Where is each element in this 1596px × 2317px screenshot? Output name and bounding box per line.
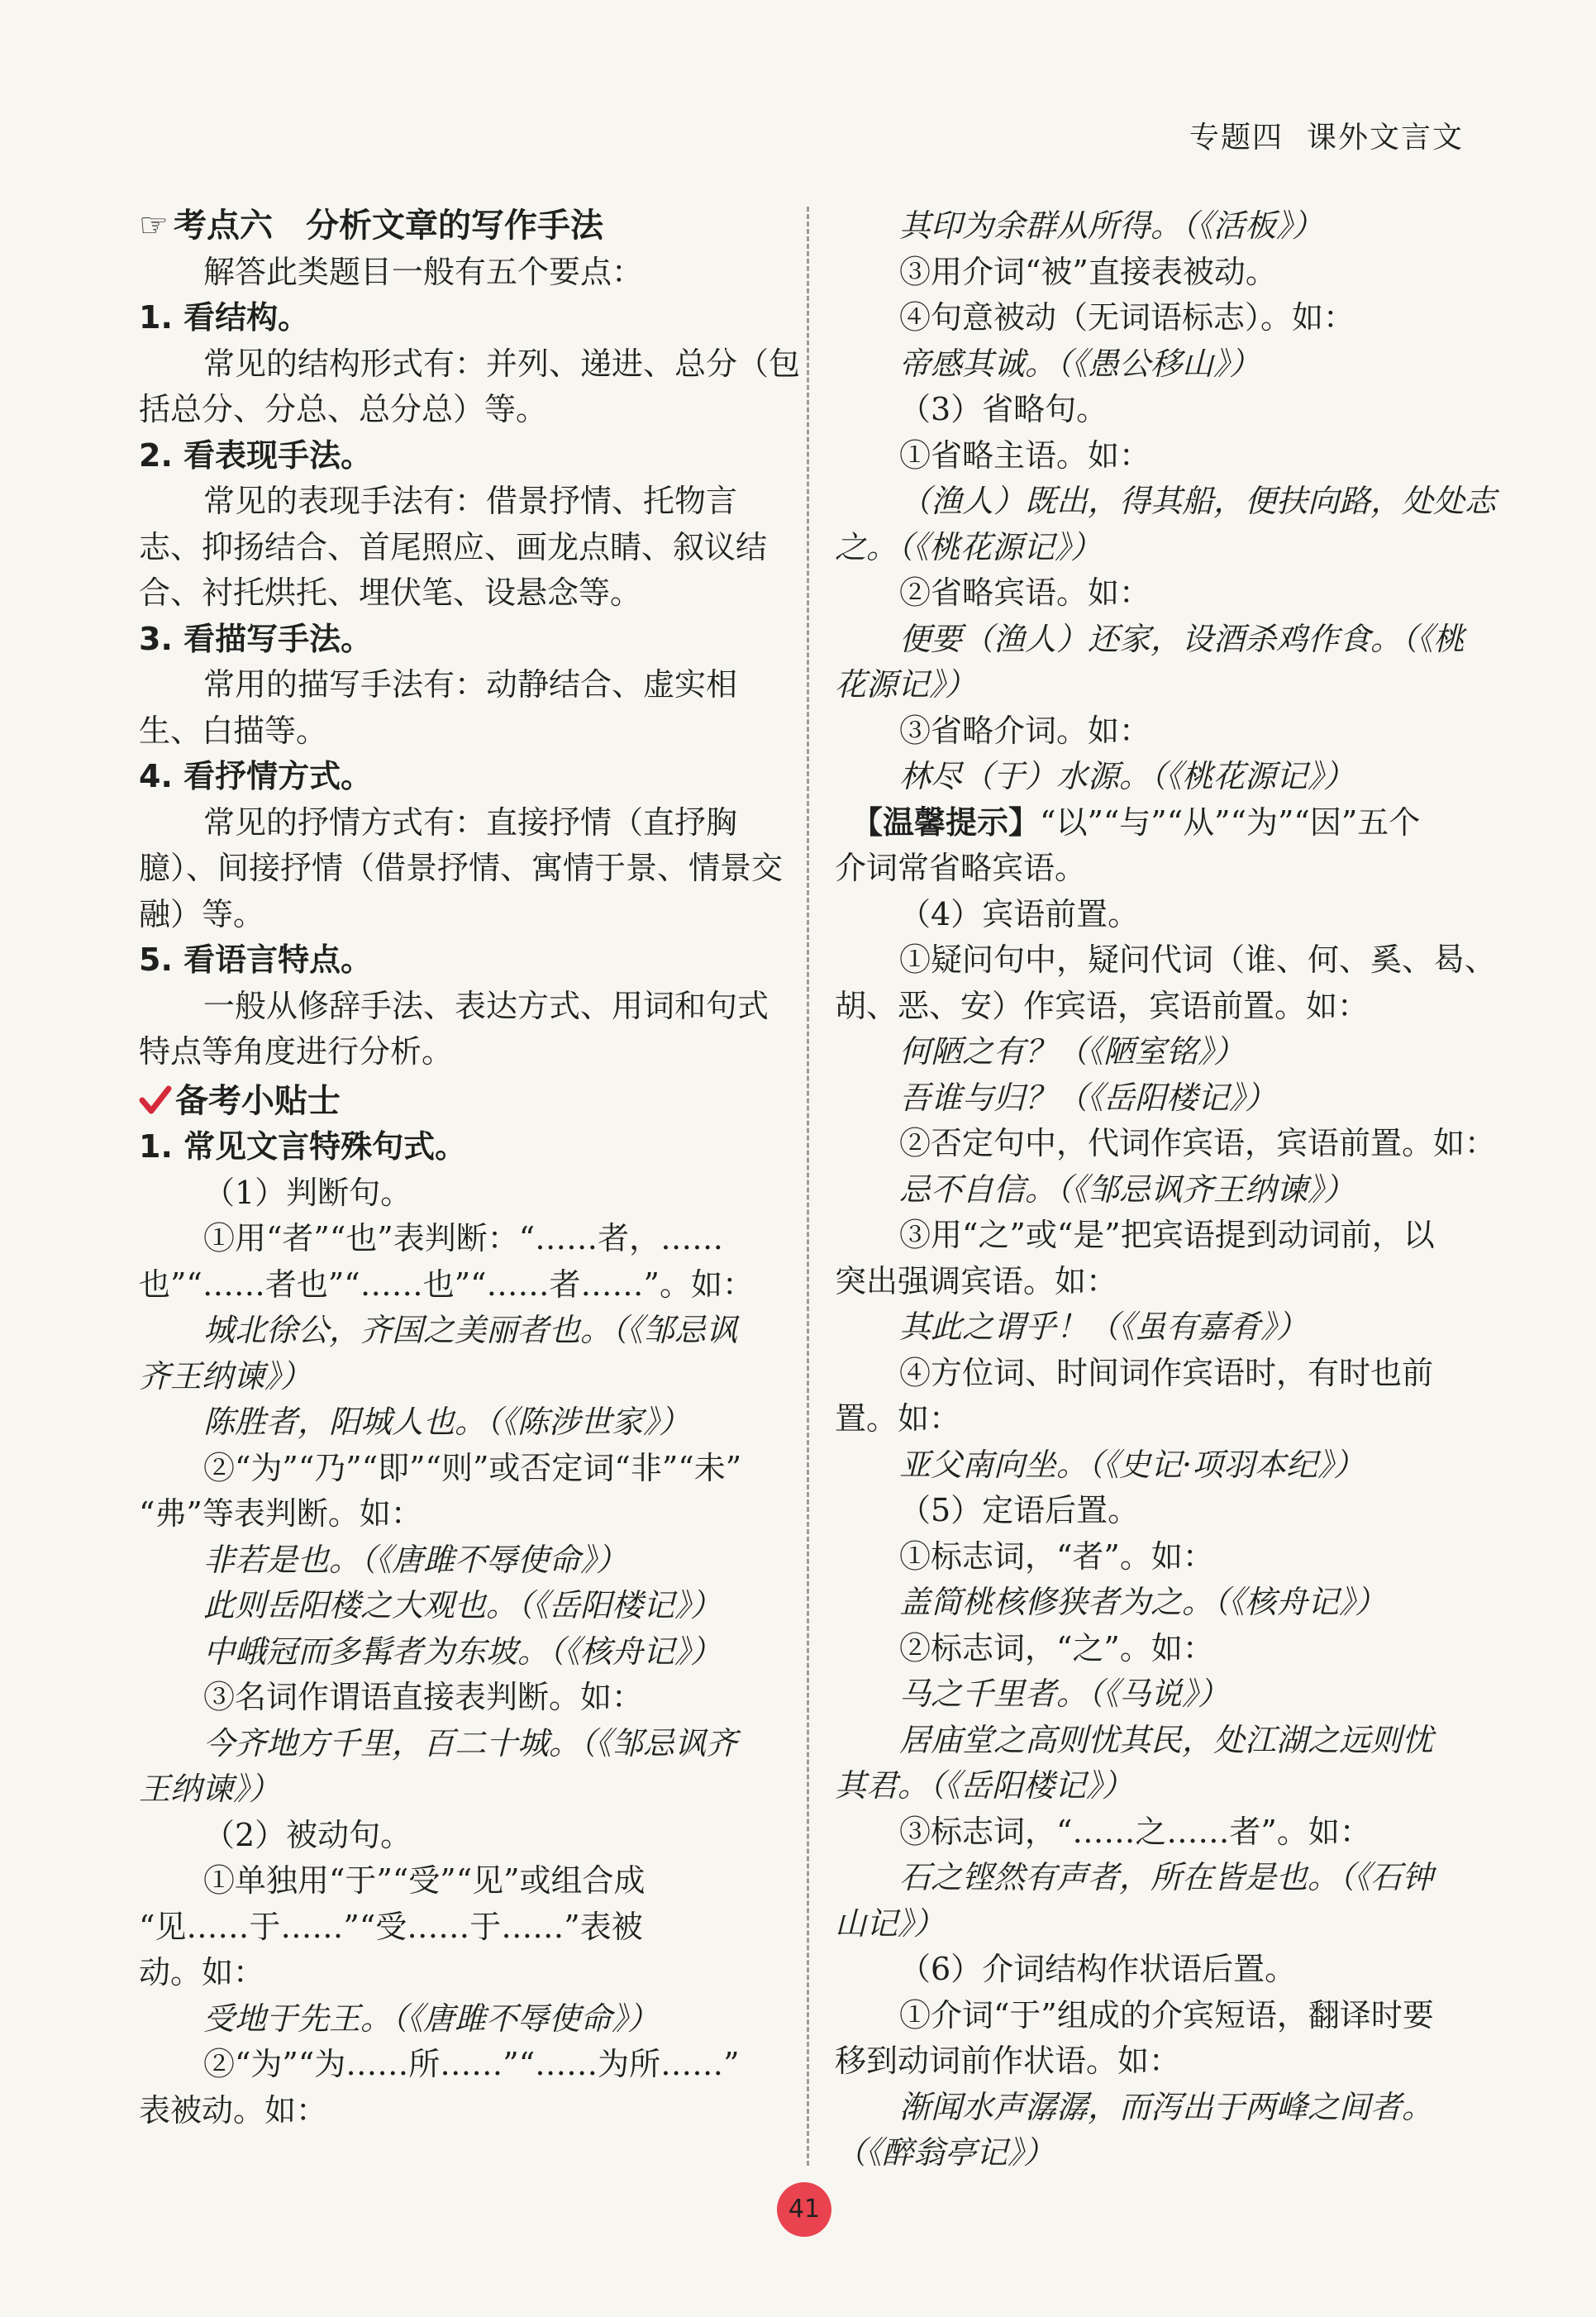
text-line <box>139 1905 775 1951</box>
line-text: 居庙堂之高则忧其民，处江湖之远则忧 <box>899 1721 1434 1758</box>
text-line <box>835 387 1471 433</box>
line-text: 渐闻水声潺潺，而泻出于两峰之间者。 <box>899 2088 1434 2125</box>
line-text: 常见的抒情方式有：直接抒情（直抒胸 <box>203 803 738 841</box>
line-text: 合、衬托烘托、埋伏笔、设悬念等。 <box>139 574 642 611</box>
text-line <box>139 937 775 984</box>
text-line <box>835 1626 1471 1672</box>
line-text: 中峨冠而多髯者为东坡。（《核舟记》） <box>203 1633 722 1670</box>
section-heading <box>139 203 775 250</box>
text-line <box>835 800 1471 846</box>
line-text: 2. 看表现手法。 <box>139 436 373 474</box>
line-text: ②“为”“为……所……”“……为所……” <box>203 2046 740 2082</box>
line-text: ②省略宾语。如： <box>899 574 1151 611</box>
text-line <box>139 2042 775 2088</box>
line-text: 非若是也。（《唐雎不辱使命》） <box>203 1541 628 1578</box>
line-text: 此则岳阳楼之大观也。（《岳阳楼记》） <box>203 1587 722 1623</box>
text-line <box>139 1491 775 1538</box>
text-line <box>139 1446 775 1492</box>
line-text: ①疑问句中，疑问代词（谁、何、奚、曷、 <box>899 942 1497 978</box>
text-line <box>139 387 775 433</box>
line-text: ③用“之”或“是”把宾语提到动词前，以 <box>899 1217 1435 1253</box>
text-line <box>139 1216 775 1262</box>
text-line <box>835 570 1471 617</box>
line-text: 吾谁与归？（《岳阳楼记》） <box>899 1079 1277 1116</box>
text-line <box>139 1124 775 1170</box>
line-text: ①用“者”“也”表判断：“……者，…… <box>203 1220 724 1256</box>
running-header <box>1189 114 1464 156</box>
text-line <box>139 1583 775 1629</box>
line-text: 亚父南向坐。（《史记·项羽本纪》） <box>899 1446 1365 1483</box>
text-line <box>835 1351 1471 1397</box>
text-line <box>139 754 775 800</box>
line-text: 移到动词前作状语。如： <box>835 2043 1181 2079</box>
text-line <box>835 1855 1471 1901</box>
left-body-2 <box>139 1124 775 2133</box>
line-text: 城北徐公，齐国之美丽者也。（《邹忌讽 <box>203 1312 738 1348</box>
line-text: 臆）、间接抒情（借景抒情、寓情于景、情景交 <box>139 850 784 886</box>
line-text: ④句意被动（无词语标志）。如： <box>899 299 1355 336</box>
text-line <box>139 662 775 708</box>
check-mark-icon <box>139 1084 172 1117</box>
text-line <box>139 1996 775 2043</box>
text-line <box>835 1947 1471 1993</box>
text-line <box>835 1442 1471 1489</box>
text-line <box>835 203 1471 250</box>
text-line <box>835 1304 1471 1351</box>
text-line <box>139 1813 775 1859</box>
tips-title: 备考小贴士 <box>175 1081 341 1120</box>
text-line <box>835 479 1497 525</box>
text-line <box>835 1396 1471 1442</box>
line-text: ④方位词、时间词作宾语时，有时也前 <box>899 1354 1434 1391</box>
line-text: （3）省略句。 <box>899 391 1108 427</box>
line-text: 动。如： <box>139 1954 265 1990</box>
line-text: 特点等角度进行分析。 <box>139 1033 454 1070</box>
line-text: ①介词“于”组成的介宾短语，翻译时要 <box>899 1996 1434 2033</box>
text-line <box>139 525 775 571</box>
text-line <box>139 846 784 892</box>
text-line <box>835 433 1471 479</box>
text-line <box>835 1718 1471 1764</box>
line-text: 陈胜者，阳城人也。（《陈涉世家》） <box>203 1404 691 1440</box>
text-line <box>139 250 775 296</box>
line-text: 何陋之有？（《陋室铭》） <box>899 1033 1246 1070</box>
pointing-hand-icon: ☞ <box>139 207 169 245</box>
line-text: ②“为”“乃”“即”“则”或否定词“非”“未” <box>203 1449 742 1486</box>
line-text: 齐王纳谏》） <box>139 1357 312 1394</box>
text-line <box>139 708 775 755</box>
column-divider <box>807 207 809 2166</box>
line-text: 志、抑扬结合、首尾照应、画龙点睛、叙议结 <box>139 528 768 565</box>
text-line <box>139 1354 775 1400</box>
line-text: 胡、恶、安）作宾语，宾语前置。如： <box>835 987 1370 1024</box>
text-line <box>835 1763 1471 1809</box>
line-text: 5. 看语言特点。 <box>139 942 373 978</box>
line-text: 1. 常见文言特殊句式。 <box>139 1128 467 1165</box>
line-text: 盖简桃核修狭者为之。（《核舟记》） <box>899 1584 1387 1620</box>
right-body <box>835 203 1497 2176</box>
header-topic: 专题四 <box>1189 121 1284 155</box>
line-text: 马之千里者。（《马说》） <box>899 1676 1230 1712</box>
text-line <box>139 1766 775 1813</box>
text-line <box>139 892 775 938</box>
text-line <box>139 1629 775 1676</box>
right-column <box>835 203 1497 2176</box>
text-line <box>139 295 775 341</box>
text-line <box>835 1901 1471 1948</box>
text-line <box>139 1538 775 1584</box>
text-line <box>835 1075 1471 1122</box>
text-line <box>835 1213 1471 1259</box>
line-text: 受地于先王。（《唐雎不辱使命》） <box>203 2000 660 2037</box>
text-line <box>835 341 1471 388</box>
line-text: （渔人）既出，得其船，便扶向路，处处志 <box>899 483 1497 519</box>
text-line <box>139 1675 775 1721</box>
text-line <box>139 433 775 479</box>
line-text: 林尽（于）水源。（《桃花源记》） <box>899 758 1355 794</box>
line-text: （1）判断句。 <box>203 1174 412 1211</box>
line-text: 突出强调宾语。如： <box>835 1262 1118 1299</box>
line-text: ③名词作谓语直接表判断。如： <box>203 1679 644 1715</box>
line-text: 其印为余群从所得。（《活板》） <box>899 207 1324 244</box>
line-text: 其君。（《岳阳楼记》） <box>835 1767 1134 1804</box>
page-number: 41 <box>777 2182 831 2237</box>
line-text: ②标志词，“之”。如： <box>899 1629 1214 1666</box>
line-text: 表被动。如： <box>139 2091 328 2129</box>
text-line <box>835 617 1471 663</box>
text-line <box>835 295 1471 341</box>
line-text: 其此之谓乎！（《虽有嘉肴》） <box>899 1309 1308 1345</box>
line-text: 之。（《桃花源记》） <box>835 528 1103 565</box>
line-text: 花源记》） <box>835 666 977 703</box>
line-text: 石之铿然有声者，所在皆是也。（《石钟 <box>899 1859 1434 1895</box>
text-line <box>835 846 1471 892</box>
text-line <box>835 1534 1471 1580</box>
line-text: 也”“……者也”“……也”“……者……”。如： <box>139 1266 754 1303</box>
line-text: 3. 看描写手法。 <box>139 620 373 657</box>
text-line <box>835 754 1471 800</box>
line-text: ③标志词，“……之……者”。如： <box>899 1813 1371 1850</box>
line-text: “以”“与”“从”“为”“因”五个 <box>1040 803 1421 841</box>
text-line <box>835 984 1471 1030</box>
line-text: 常见的结构形式有：并列、递进、总分（包 <box>203 345 801 382</box>
text-line <box>835 1029 1471 1075</box>
text-line <box>139 1950 775 1996</box>
line-text: （6）介词结构作状语后置。 <box>899 1951 1297 1987</box>
section-title: 考点六 分析文章的写作手法 <box>174 207 603 245</box>
text-line <box>835 1121 1497 1167</box>
text-line <box>835 937 1497 984</box>
text-line <box>835 1259 1471 1305</box>
left-column <box>139 203 801 2133</box>
line-text: （《醉翁亭记》） <box>835 2134 1055 2171</box>
line-text: 括总分、分总、总分总）等。 <box>139 391 548 427</box>
line-text: 常见的表现手法有：借景抒情、托物言 <box>203 483 738 519</box>
line-text: （4）宾语前置。 <box>899 895 1140 932</box>
line-text: 山记》） <box>835 1905 946 1942</box>
text-line <box>139 617 775 663</box>
text-line <box>139 1170 775 1217</box>
text-line <box>835 1167 1471 1213</box>
text-line <box>835 1809 1471 1856</box>
line-text: 融）等。 <box>139 895 265 932</box>
line-text: “见……于……”“受……于……”表被 <box>139 1908 643 1945</box>
line-text: ①单独用“于”“受”“见”或组合成 <box>203 1862 646 1899</box>
line-text: 帝感其诚。（《愚公移山》） <box>899 345 1261 382</box>
line-text: （2）被动句。 <box>203 1816 412 1853</box>
line-text: 今齐地方千里，百二十城。（《邹忌讽齐 <box>203 1724 738 1762</box>
line-text: 介词常省略宾语。 <box>835 850 1087 886</box>
text-line <box>835 662 1471 708</box>
text-line <box>835 1488 1471 1534</box>
text-line <box>835 1671 1471 1718</box>
tips-heading <box>139 1079 775 1125</box>
text-line <box>835 525 1471 571</box>
text-line <box>835 1580 1471 1626</box>
text-line <box>139 1721 775 1767</box>
line-text: 生、白描等。 <box>139 712 328 749</box>
line-text: ①标志词，“者”。如： <box>899 1538 1214 1575</box>
text-line <box>835 1993 1471 2039</box>
line-text: 便要（渔人）还家，设酒杀鸡作食。（《桃 <box>899 620 1465 657</box>
text-line <box>139 1029 775 1075</box>
text-line <box>835 2130 1471 2176</box>
line-text: “弗”等表判断。如： <box>139 1495 422 1532</box>
line-text: 置。如： <box>835 1400 961 1437</box>
text-line <box>139 984 775 1030</box>
text-line <box>139 1262 775 1309</box>
text-line <box>835 892 1471 938</box>
text-line <box>835 250 1471 296</box>
line-text: ③用介词“被”直接表被动。 <box>899 253 1277 290</box>
line-text: 王纳谏》） <box>139 1771 281 1807</box>
line-text: 一般从修辞手法、表达方式、用词和句式 <box>203 987 769 1024</box>
line-text: 解答此类题目一般有五个要点： <box>203 253 644 290</box>
tip-label: 【温馨提示】 <box>851 803 1041 841</box>
line-text: 4. 看抒情方式。 <box>139 758 373 794</box>
line-text: ①省略主语。如： <box>899 436 1151 474</box>
text-line <box>835 2085 1471 2131</box>
header-title: 课外文言文 <box>1306 121 1464 155</box>
line-text: ③省略介词。如： <box>899 712 1151 749</box>
text-line <box>139 1399 775 1446</box>
left-body <box>139 250 801 1075</box>
text-line <box>835 2038 1471 2085</box>
text-line <box>139 1308 775 1354</box>
text-line <box>139 570 775 617</box>
line-text: （5）定语后置。 <box>899 1492 1140 1528</box>
text-line <box>139 1858 775 1905</box>
text-line <box>139 800 775 846</box>
text-line <box>139 2088 775 2134</box>
line-text: 常用的描写手法有：动静结合、虚实相 <box>203 666 738 703</box>
line-text: 1. 看结构。 <box>139 299 310 336</box>
text-line <box>835 708 1471 755</box>
line-text: ②否定句中，代词作宾语，宾语前置。如： <box>899 1125 1497 1161</box>
text-line <box>139 479 775 525</box>
line-text: 忌不自信。（《邹忌讽齐王纳谏》） <box>899 1170 1355 1208</box>
text-line <box>139 341 801 388</box>
